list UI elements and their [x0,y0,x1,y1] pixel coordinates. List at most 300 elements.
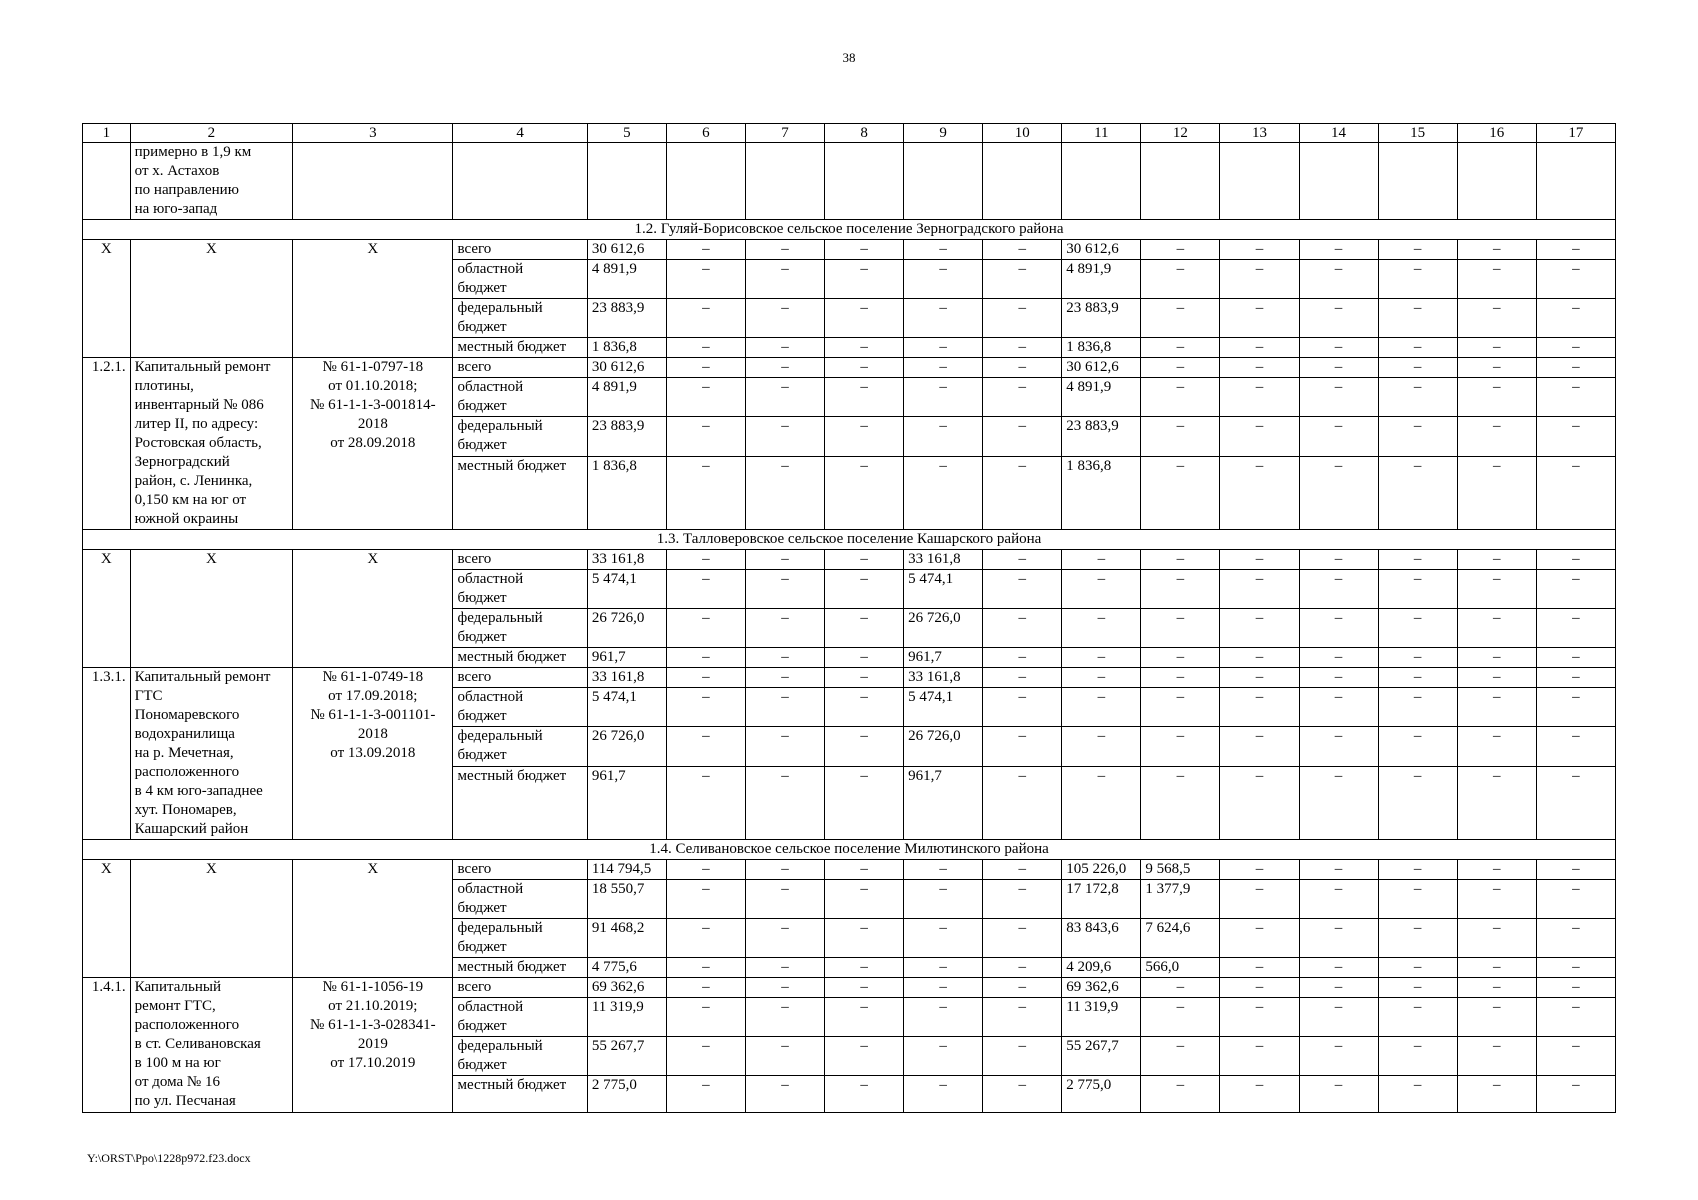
empty-value-dash: – [1457,378,1536,417]
empty-value-dash: – [1378,766,1457,839]
amount-cell: 91 468,2 [587,919,666,958]
empty-value-dash: – [1536,358,1615,378]
amount-cell: 4 891,9 [587,378,666,417]
project-documents: № 61-1-1056-19 от 21.10.2019; № 61-1-1-3-028341- 2019 от 17.10.2019 [293,978,453,1113]
empty-value-dash: – [1378,240,1457,260]
empty-value-dash: – [983,998,1062,1037]
empty-cell [1457,143,1536,220]
empty-value-dash: – [1141,978,1220,998]
empty-value-dash: – [1536,550,1615,570]
empty-value-dash: – [1220,860,1299,880]
amount-cell: 11 319,9 [587,998,666,1037]
funding-source-label: федеральный бюджет [453,299,587,338]
empty-value-dash: – [1141,338,1220,358]
empty-value-dash: – [1062,648,1141,668]
section-title: 1.2. Гуляй-Борисовское сельское поселение Зерноградского района [83,220,1616,240]
empty-value-dash: – [1220,240,1299,260]
column-number: 8 [825,124,904,143]
column-number: 11 [1062,124,1141,143]
amount-cell: 33 161,8 [587,550,666,570]
empty-value-dash: – [745,240,824,260]
empty-value-dash: – [1457,668,1536,688]
empty-value-dash: – [1536,998,1615,1037]
empty-value-dash: – [983,766,1062,839]
section-total-row [83,550,1616,570]
empty-value-dash: – [1062,550,1141,570]
amount-cell: 4 209,6 [1062,958,1141,978]
not-applicable-mark: Х [130,240,293,358]
funding-source-label: федеральный бюджет [453,609,587,648]
empty-value-dash: – [983,358,1062,378]
empty-value-dash: – [1457,358,1536,378]
empty-value-dash: – [983,688,1062,727]
funding-source-label: областной бюджет [453,880,587,919]
column-number: 12 [1141,124,1220,143]
funding-source-label: федеральный бюджет [453,919,587,958]
amount-cell: 1 377,9 [1141,880,1220,919]
amount-cell: 2 775,0 [587,1076,666,1113]
empty-value-dash: – [666,299,745,338]
funding-source-label: федеральный бюджет [453,417,587,456]
empty-value-dash: – [904,1076,983,1113]
empty-value-dash: – [825,919,904,958]
amount-cell: 4 891,9 [1062,260,1141,299]
empty-value-dash: – [1141,648,1220,668]
empty-value-dash: – [1141,299,1220,338]
empty-value-dash: – [1536,688,1615,727]
empty-value-dash: – [904,919,983,958]
empty-value-dash: – [1062,668,1141,688]
empty-value-dash: – [745,958,824,978]
amount-cell: 18 550,7 [587,880,666,919]
empty-value-dash: – [1457,609,1536,648]
empty-value-dash: – [1299,648,1378,668]
not-applicable-mark: Х [293,240,453,358]
empty-value-dash: – [1378,688,1457,727]
empty-value-dash: – [904,880,983,919]
empty-value-dash: – [1457,1076,1536,1113]
empty-cell [666,143,745,220]
empty-value-dash: – [1220,978,1299,998]
empty-value-dash: – [745,880,824,919]
amount-cell: 961,7 [587,648,666,668]
empty-value-dash: – [904,456,983,529]
amount-cell: 1 836,8 [587,456,666,529]
empty-value-dash: – [1299,998,1378,1037]
section-title-row [83,220,1616,240]
column-number: 16 [1457,124,1536,143]
empty-value-dash: – [1536,978,1615,998]
empty-value-dash: – [904,1037,983,1076]
amount-cell: 1 836,8 [587,338,666,358]
empty-value-dash: – [666,860,745,880]
empty-value-dash: – [904,998,983,1037]
empty-cell [587,143,666,220]
empty-value-dash: – [1141,358,1220,378]
empty-value-dash: – [1220,550,1299,570]
empty-value-dash: – [1536,570,1615,609]
empty-value-dash: – [745,299,824,338]
empty-value-dash: – [1299,338,1378,358]
empty-value-dash: – [983,880,1062,919]
empty-value-dash: – [1220,1037,1299,1076]
empty-value-dash: – [1536,299,1615,338]
empty-value-dash: – [1141,1076,1220,1113]
amount-cell: 69 362,6 [1062,978,1141,998]
empty-value-dash: – [825,880,904,919]
amount-cell: 26 726,0 [587,609,666,648]
amount-cell: 961,7 [904,766,983,839]
amount-cell: 1 836,8 [1062,456,1141,529]
empty-value-dash: – [745,727,824,766]
empty-value-dash: – [1299,570,1378,609]
empty-value-dash: – [1062,688,1141,727]
empty-value-dash: – [825,378,904,417]
empty-value-dash: – [1536,417,1615,456]
amount-cell: 83 843,6 [1062,919,1141,958]
empty-value-dash: – [1536,668,1615,688]
amount-cell: 1 836,8 [1062,338,1141,358]
empty-value-dash: – [1457,766,1536,839]
funding-source-label: всего [453,668,587,688]
empty-value-dash: – [1378,358,1457,378]
empty-value-dash: – [983,260,1062,299]
amount-cell: 961,7 [904,648,983,668]
funding-source-label: всего [453,240,587,260]
section-title-row [83,840,1616,860]
empty-value-dash: – [1457,570,1536,609]
empty-value-dash: – [666,417,745,456]
empty-value-dash: – [1220,609,1299,648]
empty-value-dash: – [1378,570,1457,609]
empty-value-dash: – [1536,1037,1615,1076]
funding-source-label: местный бюджет [453,338,587,358]
funding-source-label: местный бюджет [453,648,587,668]
empty-value-dash: – [1457,978,1536,998]
empty-value-dash: – [825,766,904,839]
empty-value-dash: – [904,240,983,260]
funding-source-label: областной бюджет [453,570,587,609]
amount-cell: 4 775,6 [587,958,666,978]
empty-value-dash: – [1378,550,1457,570]
empty-value-dash: – [983,550,1062,570]
empty-value-dash: – [1220,1076,1299,1113]
amount-cell: 33 161,8 [904,668,983,688]
empty-value-dash: – [1299,299,1378,338]
empty-value-dash: – [825,688,904,727]
empty-value-dash: – [1299,1076,1378,1113]
empty-value-dash: – [745,998,824,1037]
column-number-row [83,124,1616,143]
empty-value-dash: – [1141,260,1220,299]
amount-cell: 5 474,1 [904,570,983,609]
empty-value-dash: – [1141,378,1220,417]
amount-cell: 30 612,6 [1062,358,1141,378]
empty-value-dash: – [666,958,745,978]
empty-value-dash: – [825,727,904,766]
amount-cell: 114 794,5 [587,860,666,880]
empty-value-dash: – [1141,609,1220,648]
amount-cell: 11 319,9 [1062,998,1141,1037]
empty-value-dash: – [666,609,745,648]
empty-value-dash: – [904,378,983,417]
empty-value-dash: – [1220,648,1299,668]
empty-value-dash: – [1457,456,1536,529]
empty-value-dash: – [983,417,1062,456]
funding-source-label: всего [453,860,587,880]
empty-value-dash: – [1457,260,1536,299]
empty-value-dash: – [1378,880,1457,919]
empty-value-dash: – [825,299,904,338]
empty-value-dash: – [825,417,904,456]
table-body [83,124,1616,1113]
empty-value-dash: – [1299,1037,1378,1076]
empty-value-dash: – [1457,998,1536,1037]
object-row [83,358,1616,378]
empty-value-dash: – [1457,727,1536,766]
empty-value-dash: – [1378,299,1457,338]
empty-value-dash: – [904,299,983,338]
empty-value-dash: – [1457,648,1536,668]
amount-cell: 23 883,9 [1062,299,1141,338]
empty-value-dash: – [745,417,824,456]
empty-value-dash: – [1299,978,1378,998]
empty-value-dash: – [666,880,745,919]
amount-cell: 23 883,9 [1062,417,1141,456]
empty-value-dash: – [745,978,824,998]
empty-value-dash: – [745,668,824,688]
column-number: 2 [130,124,293,143]
funding-source-label: областной бюджет [453,378,587,417]
object-row [83,668,1616,688]
column-number: 3 [293,124,453,143]
empty-value-dash: – [1220,417,1299,456]
empty-value-dash: – [983,919,1062,958]
empty-value-dash: – [1457,958,1536,978]
object-index: 1.2.1. [83,358,131,530]
empty-value-dash: – [1220,378,1299,417]
amount-cell: 26 726,0 [587,727,666,766]
empty-value-dash: – [745,570,824,609]
empty-value-dash: – [904,417,983,456]
empty-value-dash: – [745,358,824,378]
empty-value-dash: – [983,456,1062,529]
empty-value-dash: – [983,338,1062,358]
amount-cell: 33 161,8 [904,550,983,570]
empty-value-dash: – [1141,766,1220,839]
empty-value-dash: – [1220,570,1299,609]
empty-value-dash: – [825,338,904,358]
empty-value-dash: – [825,958,904,978]
amount-cell: 4 891,9 [1062,378,1141,417]
not-applicable-mark: Х [293,550,453,668]
empty-value-dash: – [666,998,745,1037]
empty-value-dash: – [825,358,904,378]
empty-value-dash: – [666,648,745,668]
empty-cell [983,143,1062,220]
empty-value-dash: – [1378,668,1457,688]
amount-cell: 2 775,0 [1062,1076,1141,1113]
empty-value-dash: – [1457,417,1536,456]
empty-value-dash: – [1457,688,1536,727]
amount-cell: 5 474,1 [587,570,666,609]
empty-cell [1220,143,1299,220]
empty-value-dash: – [1062,570,1141,609]
empty-value-dash: – [983,378,1062,417]
funding-source-label: всего [453,550,587,570]
empty-value-dash: – [1299,919,1378,958]
page-number: 38 [842,50,856,65]
empty-value-dash: – [1299,550,1378,570]
empty-value-dash: – [1378,860,1457,880]
empty-value-dash: – [745,766,824,839]
amount-cell: 30 612,6 [587,358,666,378]
empty-value-dash: – [983,299,1062,338]
empty-value-dash: – [1220,727,1299,766]
empty-value-dash: – [1299,958,1378,978]
empty-value-dash: – [1378,417,1457,456]
empty-value-dash: – [666,978,745,998]
empty-value-dash: – [1378,609,1457,648]
section-total-row [83,240,1616,260]
empty-value-dash: – [1299,417,1378,456]
amount-cell: 23 883,9 [587,299,666,338]
empty-value-dash: – [983,958,1062,978]
empty-value-dash: – [1536,880,1615,919]
empty-value-dash: – [745,919,824,958]
funding-source-label: местный бюджет [453,766,587,839]
object-index: 1.4.1. [83,978,131,1113]
empty-value-dash: – [1220,958,1299,978]
empty-cell [825,143,904,220]
empty-value-dash: – [1378,378,1457,417]
empty-value-dash: – [1457,1037,1536,1076]
empty-value-dash: – [666,727,745,766]
file-path-footer: Y:\ORST\Ppo\1228p972.f23.docx [87,1151,251,1165]
empty-value-dash: – [1299,766,1378,839]
amount-cell: 30 612,6 [587,240,666,260]
funding-source-label: федеральный бюджет [453,727,587,766]
object-description: Капитальный ремонт ГТС, расположенного в ст. Селивановская в 100 м на юг от дома № 16 по ул. Песчаная [130,978,293,1113]
amount-cell: 4 891,9 [587,260,666,299]
empty-value-dash: – [1536,648,1615,668]
not-applicable-mark: Х [293,860,453,978]
empty-value-dash: – [1141,550,1220,570]
empty-value-dash: – [1299,240,1378,260]
empty-value-dash: – [1299,727,1378,766]
empty-value-dash: – [983,978,1062,998]
section-title: 1.3. Талловеровское сельское поселение Кашарского района [83,530,1616,550]
empty-value-dash: – [1299,860,1378,880]
empty-value-dash: – [1457,919,1536,958]
empty-value-dash: – [1141,998,1220,1037]
index-cell [83,143,131,220]
amount-cell: 23 883,9 [587,417,666,456]
section-total-row [83,860,1616,880]
empty-cell [745,143,824,220]
empty-value-dash: – [1220,688,1299,727]
empty-cell [904,143,983,220]
section-title: 1.4. Селивановское сельское поселение Милютинского района [83,840,1616,860]
empty-value-dash: – [1220,299,1299,338]
amount-cell: 30 612,6 [1062,240,1141,260]
empty-value-dash: – [1378,260,1457,299]
empty-value-dash: – [1141,417,1220,456]
empty-value-dash: – [666,1037,745,1076]
empty-value-dash: – [825,648,904,668]
funding-source-label: местный бюджет [453,456,587,529]
not-applicable-mark: Х [83,550,131,668]
empty-value-dash: – [1536,727,1615,766]
empty-value-dash: – [1220,338,1299,358]
empty-value-dash: – [904,260,983,299]
funding-source-label: всего [453,358,587,378]
empty-value-dash: – [1299,378,1378,417]
empty-value-dash: – [745,609,824,648]
empty-value-dash: – [1378,958,1457,978]
amount-cell: 17 172,8 [1062,880,1141,919]
empty-value-dash: – [825,456,904,529]
empty-cell [293,143,453,220]
empty-value-dash: – [825,978,904,998]
empty-value-dash: – [825,998,904,1037]
object-description: Капитальный ремонт плотины, инвентарный № 086 литер II, по адресу: Ростовская область, Зерноградский район, с. Ленинка, 0,150 км на юг от южной окраины [130,358,293,530]
object-row [83,978,1616,998]
amount-cell: 961,7 [587,766,666,839]
empty-value-dash: – [745,378,824,417]
empty-value-dash: – [745,260,824,299]
not-applicable-mark: Х [83,860,131,978]
empty-cell [1062,143,1141,220]
empty-value-dash: – [1378,338,1457,358]
empty-value-dash: – [666,240,745,260]
empty-value-dash: – [983,1037,1062,1076]
empty-value-dash: – [983,648,1062,668]
funding-source-label: областной бюджет [453,260,587,299]
empty-value-dash: – [666,766,745,839]
empty-value-dash: – [1141,668,1220,688]
empty-value-dash: – [983,570,1062,609]
empty-value-dash: – [904,978,983,998]
empty-value-dash: – [666,688,745,727]
empty-value-dash: – [983,1076,1062,1113]
project-documents: № 61-1-0797-18 от 01.10.2018; № 61-1-1-3-001814- 2018 от 28.09.2018 [293,358,453,530]
empty-value-dash: – [1457,240,1536,260]
empty-cell [1299,143,1378,220]
empty-value-dash: – [745,1076,824,1113]
amount-cell: 5 474,1 [587,688,666,727]
column-number: 5 [587,124,666,143]
empty-value-dash: – [666,338,745,358]
empty-value-dash: – [825,240,904,260]
empty-value-dash: – [1299,358,1378,378]
column-number: 1 [83,124,131,143]
empty-value-dash: – [825,260,904,299]
empty-value-dash: – [666,1076,745,1113]
empty-value-dash: – [1299,880,1378,919]
column-number: 7 [745,124,824,143]
funding-source-label: всего [453,978,587,998]
empty-value-dash: – [1536,609,1615,648]
empty-value-dash: – [825,668,904,688]
empty-value-dash: – [1299,456,1378,529]
column-number: 9 [904,124,983,143]
section-title-row [83,530,1616,550]
amount-cell: 33 161,8 [587,668,666,688]
empty-value-dash: – [825,609,904,648]
empty-cell [453,143,587,220]
funding-source-label: областной бюджет [453,688,587,727]
